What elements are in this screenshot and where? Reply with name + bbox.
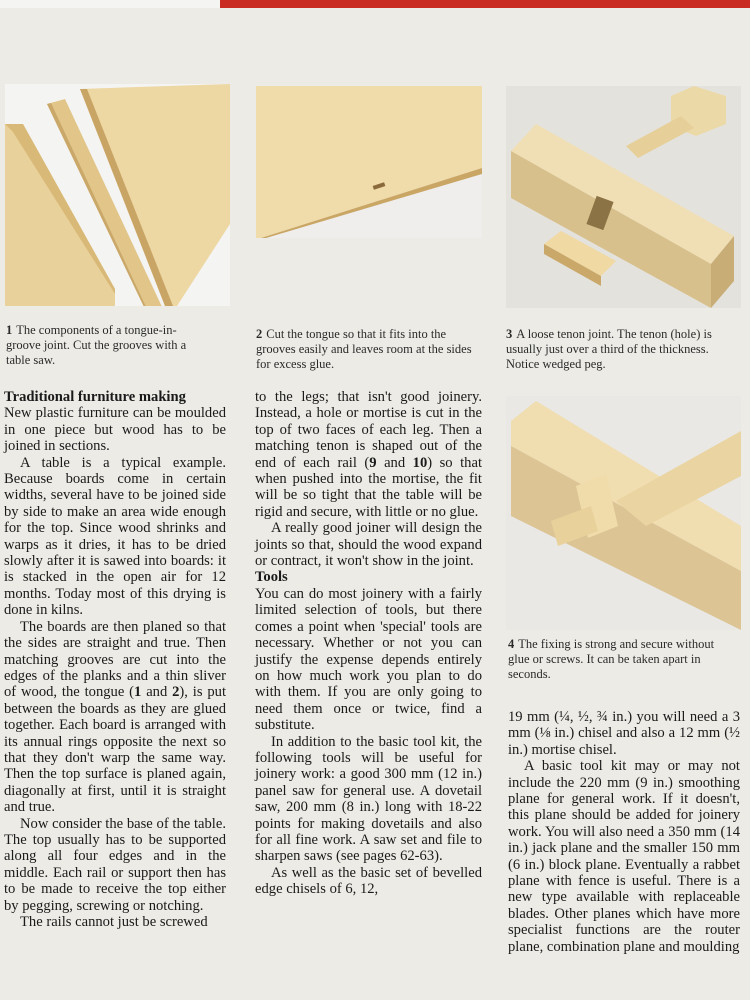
caption-text: The components of a tongue-in-groove joint. Cut the grooves with a table saw. — [6, 323, 187, 367]
paragraph: You can do most joinery with a fairly limited selection of tools, but there comes a point when 'special' tools are necessary. Whether or not you can justify the expense depends entirely on how much work you plan to do with them. If you are only going to need them once or twice, find a substitute. — [255, 585, 482, 734]
page-top-border-white — [0, 0, 220, 8]
caption-number: 2 — [256, 327, 263, 341]
paragraph: A really good joiner will design the joints so that, should the wood expand or contract, it won't show in the joint. — [255, 520, 482, 570]
caption-number: 3 — [506, 327, 513, 341]
text-column-2 — [255, 389, 482, 898]
section-heading-traditional-furniture: Traditional furniture making — [4, 389, 186, 405]
paragraph: A table is a typical example. Because boards come in certain widths, several have to be joined side by side to make an area wide enough for the top. Since wood shrinks and warps as it dries, it has to be dried slowly after it is sawed into boards: it is stacked in the open air for 12 months. Today most of this drying is done in kilns. — [4, 454, 226, 619]
paragraph: In addition to the basic tool kit, the following tools will be useful for joinery work: a good 300 mm (12 in.) panel saw for general use. A dovetail saw, 200 mm (8 in.) long with 18-22 points for making dovetails and also for all fine work. A saw set and file to sharpen saws (see pages 62-63). — [255, 733, 482, 865]
paragraph: New plastic furniture can be moulded in one piece but wood has to be joined in sections. — [4, 405, 226, 455]
caption-number: 4 — [508, 637, 515, 651]
figure-ref: 10 — [412, 454, 428, 471]
paragraph: The boards are then planed so that the sides are straight and true. Then matching grooves are cut into the edges of the planks and a thin sliver of wood, the tongue (1 and 2), is put between the boards as they are glued together. Each board is arranged with its annual rings opposite the next so that they don't warp the same way. Then the top surface is planed again, diagonally at first, until it is straight and true. — [4, 618, 227, 816]
caption-number: 1 — [6, 323, 13, 337]
figure-ref: 9 — [369, 454, 377, 471]
caption-text: Cut the tongue so that it fits into the grooves easily and leaves room at the sides for excess glue. — [256, 327, 472, 371]
paragraph: As well as the basic set of bevelled edge chisels of 6, 12, — [255, 864, 482, 898]
photo-tongue-cut — [256, 86, 482, 238]
photo-fixing-joint — [506, 396, 741, 630]
figure-ref: 1 — [134, 684, 142, 701]
text-column-3 — [508, 709, 740, 955]
text-column-1 — [4, 389, 226, 930]
paragraph: 19 mm (¼, ½, ¾ in.) you will need a 3 mm (⅛ in.) chisel and also a 12 mm (½ in.) mortise chisel. — [508, 709, 740, 758]
paragraph: The rails cannot just be screwed — [20, 914, 208, 930]
paragraph: A basic tool kit may or may not include the 220 mm (9 in.) smoothing plane for general work. If it doesn't, this plane should be added for joinery work. You will also need a 350 mm (14 in.) jack plane and the smaller 150 mm (6 in.) block plane. Eventually a rabbet plane with fence is useful. There is a new type available with replaceable blades. Other planes which have more specialist functions are the router plane, combination plane and moulding — [508, 758, 740, 955]
caption-text: The fixing is strong and secure without glue or screws. It can be taken apart in seconds. — [508, 637, 715, 681]
caption-3 — [506, 327, 736, 372]
paragraph: to the legs; that isn't good joinery. Instead, a hole or mortise is cut in the top of two faces of each leg. Then a matching tenon is shaped out of the end of each rail (9 and 10) so that when pushed into the mortise, the fit will be so tight that the table will be rigid and secure, with little or no glue. — [255, 389, 482, 520]
caption-2 — [256, 327, 486, 372]
caption-4 — [508, 637, 736, 682]
paragraph: Now consider the base of the table. The top usually has to be supported along all four edges and in the middle. Each rail or support then has to be made to receive the top either by pegging, screwing or notching. — [4, 815, 226, 914]
caption-text: A loose tenon joint. The tenon (hole) is usually just over a third of the thickness. Notice wedged peg. — [506, 327, 712, 371]
section-heading-tools: Tools — [255, 569, 288, 586]
figure-ref: 2 — [172, 684, 180, 701]
photo-tongue-groove-components — [5, 84, 230, 306]
photo-loose-tenon-joint — [506, 86, 741, 308]
caption-1 — [6, 323, 206, 368]
